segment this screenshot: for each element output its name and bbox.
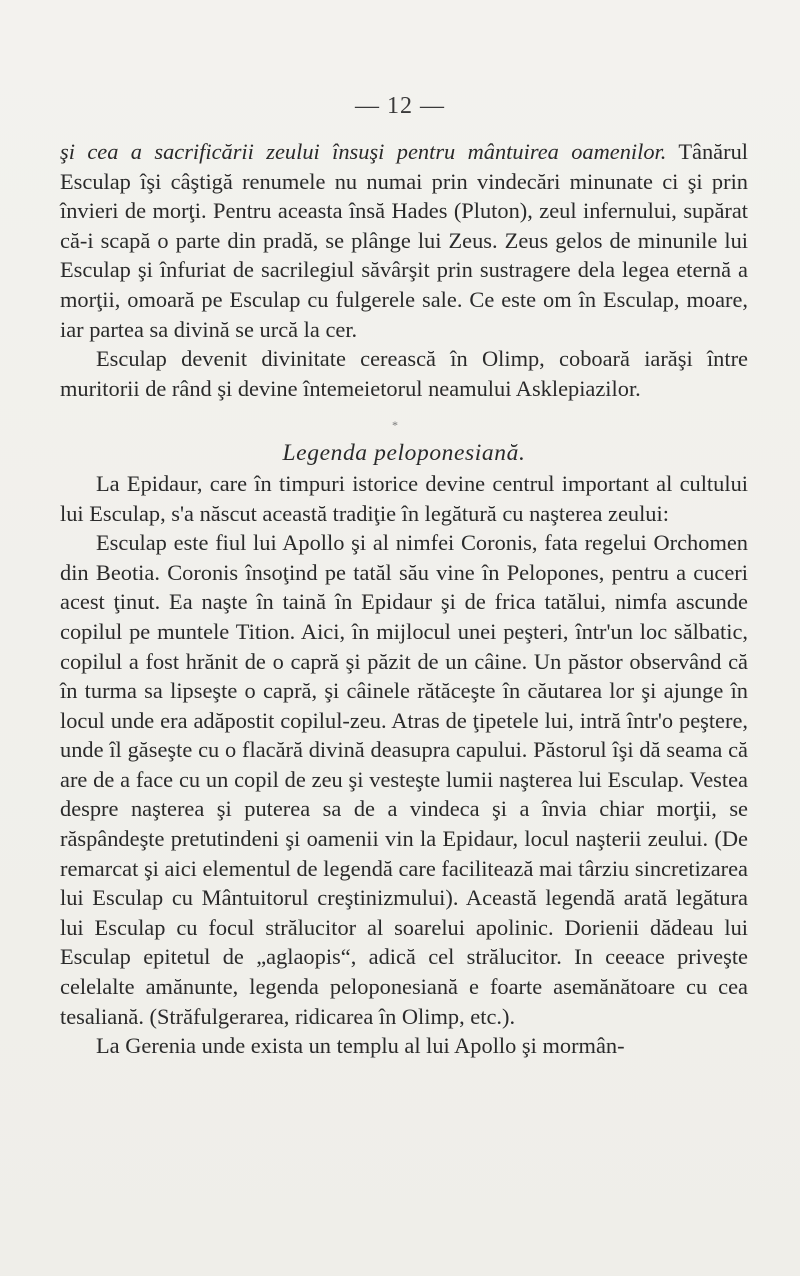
asterisk-mark: * — [392, 418, 398, 433]
paragraph-1-rest: Tânărul Esculap îşi câştigă renumele nu numai prin vindecări minunate ci şi prin învieri de morţi. Pentru aceasta însă Hades (Pluton), zeul infernului, supărat că-i scapă o parte din pradă, se plânge lui Zeus. Zeus gelos de minunile lui Esculap şi înfuriat de sacrilegiul săvârşit prin sustragere dela legea eternă a morţii, omoară pe Esculap cu fulgerele sale. Ce este om în Esculap, moare, iar partea sa divină se urcă la cer. — [60, 139, 748, 342]
paragraph-5: La Gerenia unde exista un templu al lui Apollo şi mormân- — [96, 1033, 625, 1059]
paragraph-3: La Epidaur, care în timpuri istorice devine centrul important al cultului lui Esculap, s'a născut această tradiţie în legătură cu naşterea zeului: — [60, 470, 748, 526]
section-separator — [60, 403, 748, 439]
paragraph-2: Esculap devenit divinitate cerească în Olimp, coboară iarăşi între muritorii de rând şi devine întemeietorul neamului Asklepiazilor. — [60, 346, 748, 401]
paragraph-1-italic-lead: şi cea a sacrificării zeului însuşi pentru mântuirea oamenilor. — [60, 139, 667, 164]
paragraph-4: Esculap este fiul lui Apollo şi al nimfei Coronis, fata regelui Orchomen din Beotia. Coronis însoţind pe tatăl său vine în Pelopones, pentru a cuceri acest ţinut. Ea naşte în taină în Epidaur şi de frica tatălui, nimfa ascunde copilul pe muntele Tition. Aici, în mijlocul unei peşteri, într'un loc sălbatic, copilul a fost hrănit de o capră şi păzit de un câine. Un păstor observând că în turma sa lipseşte o capră, şi câinele rătăceşte în căutarea lor şi ajunge în locul unde era adăpostit copilul-zeu. Atras de ţipetele lui, intră într'o peştere, unde îl găseşte cu o flacără divină deasupra capului. Păstorul îşi dă seama că are de a face cu un copil de zeu şi vesteşte lumii naşterea lui Esculap. Vestea despre naşterea şi puterea sa de a vindeca şi a învia chiar morţii, se răspândeşte pretutindeni şi oamenii vin la Epidaur, locul naşterii zeului. (De remarcat şi aici elementul de legendă care facilitează mai târziu sincretizarea lui Esculap cu Mântuitorul creştinizmului). Această legendă arată legătura lui Esculap cu focul strălucitor al soarelui apolinic. Dorienii dădeau lui Esculap epitetul de „aglaopis“, adică cel strălucitor. In ceeace priveşte celelalte amănunte, legenda peloponesiană e foarte asemănătoare cu cea tesaliană. (Străfulgerarea, ridicarea în Olimp, etc.). — [60, 530, 748, 1029]
body-text — [60, 137, 748, 1061]
page-number: — 12 — — [355, 93, 445, 119]
paragraph-1 — [60, 137, 748, 344]
section-title: Legenda peloponesiană. — [282, 440, 526, 467]
